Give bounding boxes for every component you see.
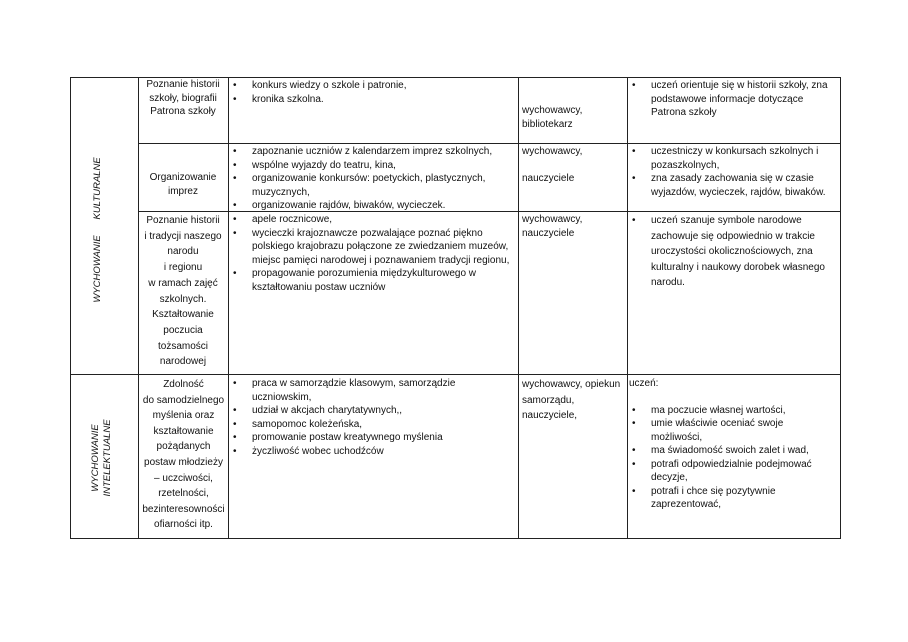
section-divider (70, 374, 841, 375)
list-item: • apele rocznicowe, (230, 213, 517, 227)
list-item: • promowanie postaw kreatywnego myślenia (230, 431, 517, 445)
outcome-list (629, 145, 834, 199)
list-item: • potrafi i chce się pozytywnie zaprezentować, (629, 485, 834, 512)
row-divider (138, 143, 841, 144)
column-divider (627, 77, 628, 539)
row-outcomes (629, 79, 834, 120)
table-border-left (70, 77, 71, 539)
list-item: • uczeń orientuje się w historii szkoły, zna podstawowe informacje dotyczące Patrona szkoły (629, 79, 834, 120)
row-activities (230, 145, 517, 213)
list-item: • uczeń szanuje symbole narodowe zachowuje się odpowiednio w trakcie uroczystości okolicznościowych, zna kulturalny i naukowy dorobek własnego narodu. (629, 213, 839, 291)
row-outcomes (629, 145, 834, 199)
column-divider (228, 77, 229, 539)
list-item: • ma poczucie własnej wartości, (629, 404, 834, 418)
list-item: • organizowanie rajdów, biwaków, wycieczek. (230, 199, 517, 213)
row-responsible: wychowawcy, bibliotekarz (522, 105, 583, 130)
list-item: • umie właściwie oceniać swoje możliwości, (629, 417, 834, 444)
list-item: • wycieczki krajoznawcze pozwalające poznać piękno polskiego krajobrazu połączone ze zwiedzaniem muzeów, miejsc pamięci narodowej i poznawaniem tradycji regionu, (230, 227, 517, 268)
row-activities (230, 377, 517, 458)
list-item: • potrafi odpowiedzialnie podejmować decyzje, (629, 458, 834, 485)
category-label: WYCHOWANIE INTELEKTUALNE (90, 419, 113, 497)
list-item: • praca w samorządzie klasowym, samorządzie uczniowskim, (230, 377, 517, 404)
list-item: • zna zasady zachowania się w czasie wyjazdów, wycieczek, rajdów, biwaków. (629, 172, 834, 199)
list-item: • konkurs wiedzy o szkole i patronie, (230, 79, 517, 93)
outcome-list (629, 79, 834, 120)
list-item: • życzliwość wobec uchodźców (230, 445, 517, 459)
row-responsible: wychowawcy, nauczyciele (522, 214, 583, 239)
list-item: • uczestniczy w konkursach szkolnych i pozaszkolnych, (629, 145, 834, 172)
table-border-bottom (70, 538, 841, 539)
list-item: • samopomoc koleżeńska, (230, 418, 517, 432)
column-divider (138, 77, 139, 539)
list-item: • zapoznanie uczniów z kalendarzem imprez szkolnych, (230, 145, 517, 159)
activity-list (230, 213, 517, 294)
activity-list (230, 79, 517, 106)
row-topic: Poznanie historii i tradycji naszego narodu i regionu w ramach zajęć szkolnych. Kształtowanie poczucia tożsamości narodowej (144, 215, 222, 368)
list-item: • kronika szkolna. (230, 93, 517, 107)
outcome-list (629, 213, 839, 291)
list-item: • propagowanie porozumienia międzykulturowego w kształtowaniu postaw uczniów (230, 267, 517, 294)
row-topic: Zdolność do samodzielnego myślenia oraz kształtowanie pożądanych postaw młodzieży – uczciwości, rzetelności, bezinteresowności ofiarności itp. (142, 379, 225, 531)
column-divider (518, 77, 519, 539)
row-responsible: wychowawcy, nauczyciele (522, 146, 583, 184)
outcome-list (629, 404, 834, 512)
outcomes-intro: uczeń: (629, 378, 659, 389)
list-item: • ma świadomość swoich zalet i wad, (629, 444, 834, 458)
list-item: • udział w akcjach charytatywnych,, (230, 404, 517, 418)
row-topic: Poznanie historii szkoły, biografii Patrona szkoły (146, 79, 220, 117)
list-item: • organizowanie konkursów: poetyckich, plastycznych, muzycznych, (230, 172, 517, 199)
list-item: • wspólne wyjazdy do teatru, kina, (230, 159, 517, 173)
row-activities (230, 79, 517, 106)
row-responsible: wychowawcy, opiekun samorządu, nauczyciele, (522, 379, 621, 421)
activity-list (230, 377, 517, 458)
row-outcomes (629, 377, 834, 512)
row-topic: Organizowanie imprez (149, 172, 217, 197)
row-outcomes (629, 213, 839, 291)
activity-list (230, 145, 517, 213)
category-label: WYCHOWANIE KULTURALNE (92, 157, 103, 303)
row-activities (230, 213, 517, 294)
table-border-right (840, 77, 841, 539)
